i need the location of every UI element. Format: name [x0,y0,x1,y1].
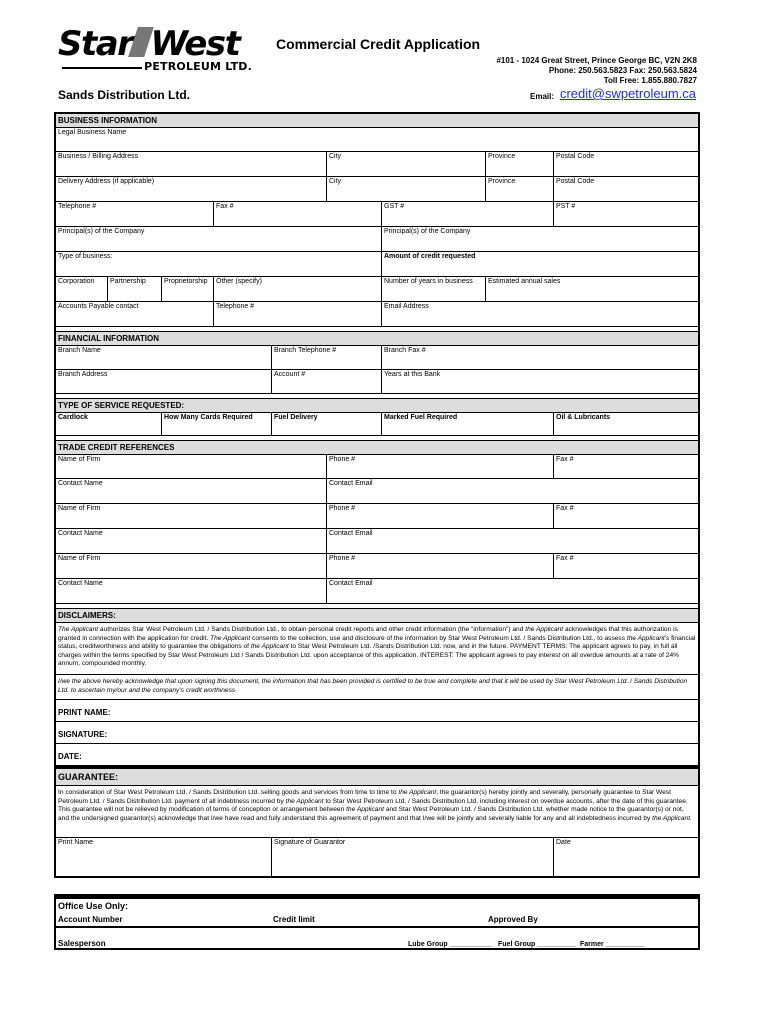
account-number-field[interactable]: Account # [272,370,382,393]
section-disclaimers-title: DISCLAIMERS: [56,609,698,623]
row-trade-firm-1 [56,455,698,479]
trade-firm-1-field[interactable]: Name of Firm [56,455,327,478]
row-principals [56,227,698,252]
ap-telephone-field[interactable]: Telephone # [214,302,382,326]
trade-email-3-field[interactable]: Contact Email [329,580,373,587]
row-trade-contact-1 [56,479,698,504]
farmer-field[interactable]: Farmer __________ [580,941,645,948]
row-delivery-address [56,177,698,202]
print-name-field[interactable]: PRINT NAME: [56,700,698,722]
fax-field[interactable]: Fax # [214,202,382,226]
marked-fuel-option[interactable]: Marked Fuel Required [382,413,554,435]
address-line-1: #101 - 1024 Great Street, Prince George BC, V2N 2K8 [496,56,697,65]
salesperson-field[interactable]: Salesperson [58,939,106,948]
branch-name-field[interactable]: Branch Name [56,346,272,369]
row-trade-firm-2 [56,504,698,529]
section-business-title: BUSINESS INFORMATION [56,114,698,128]
ap-email-field[interactable]: Email Address [384,303,429,310]
row-branch [56,346,698,370]
principals-field-1[interactable]: Principal(s) of the Company [56,227,382,251]
row-telephone [56,202,698,227]
oil-lubricants-option[interactable]: Oil & Lubricants [556,414,611,421]
row-service [56,413,698,436]
delivery-province-field[interactable]: Province [486,177,554,201]
trade-phone-3-field[interactable]: Phone # [327,554,554,578]
trade-fax-1-field[interactable]: Fax # [556,456,574,463]
trade-phone-1-field[interactable]: Phone # [327,455,554,478]
row-trade-firm-3 [56,554,698,579]
date-field[interactable]: DATE: [56,744,698,766]
account-number-office-field[interactable]: Account Number [58,915,123,924]
disclaimer-text: The Applicant authorizes Star West Petroleum Ltd. / Sands Distribution Ltd., to obtain personal credit reports and other credit information (the "information") and the Applicant acknowledges that this authorization is granted in connection with the application for credit. The Applicant consents to the collection, use and disclosure of the information by Star West Petroleum Ltd. / Sands Distribution Ltd., to assess the Applicant's financial status, creditworthiness and ability to guarantee the obligations of the Applicant to Star West Petroleum Ltd. /Sands Distribution Ltd. now, and in the future. PAYMENT TERMS: The applicant agrees to pay, in full all charges within the terms specified by Star West Petroleum Ltd / Sands Distribution Ltd. upon acceptance of this application. INTEREST: The applicant agrees to pay interest on all overdue amounts at a rate of 24% annum, compounded monthly. [56,623,698,675]
section-guarantee-title: GUARANTEE: [56,766,698,786]
principals-field-2[interactable]: Principal(s) of the Company [384,228,471,235]
legal-business-name-field[interactable]: Legal Business Name [58,129,127,136]
delivery-city-field[interactable]: City [327,177,486,201]
billing-province-field[interactable]: Province [486,152,554,176]
credit-limit-field[interactable]: Credit limit [273,915,315,924]
email-label: Email: [530,92,555,101]
company-name: Sands Distribution Ltd. [58,88,190,102]
row-ap-contact [56,302,698,327]
address-line-3: Toll Free: 1.855.880.7827 [603,76,697,85]
branch-fax-field[interactable]: Branch Fax # [384,347,426,354]
pst-field[interactable]: PST # [556,203,576,210]
branch-address-field[interactable]: Branch Address [56,370,272,393]
trade-fax-3-field[interactable]: Fax # [556,555,574,562]
delivery-postal-field[interactable]: Postal Code [556,178,595,185]
row-guarantor [56,838,698,876]
gst-field[interactable]: GST # [382,202,554,226]
section-service-title: TYPE OF SERVICE REQUESTED: [56,399,698,413]
guarantor-signature-field[interactable]: Signature of Guarantor [272,838,554,876]
section-trade-title: TRADE CREDIT REFERENCES [56,441,698,455]
page-title: Commercial Credit Application [276,36,481,52]
cards-required-field[interactable]: How Many Cards Required [162,413,272,435]
years-in-business-field[interactable]: Number of years in business [382,277,486,301]
logo-wordmark: Star West [58,24,240,64]
office-use-box [54,894,700,950]
ap-contact-field[interactable]: Accounts Payable contact [56,302,214,326]
trade-contact-1-field[interactable]: Contact Name [56,479,327,503]
email-link[interactable]: credit@swpetroleum.ca [559,86,696,101]
cardlock-option[interactable]: Cardlock [56,413,162,435]
guarantor-date-field[interactable]: Date [556,839,571,846]
partnership-option[interactable]: Partnership [108,277,162,301]
lube-group-field[interactable]: Lube Group ___________ [408,941,493,948]
trade-contact-2-field[interactable]: Contact Name [56,529,327,553]
trade-firm-3-field[interactable]: Name of Firm [56,554,327,578]
type-of-business-field[interactable]: Type of business: [56,252,382,276]
credit-requested-field[interactable]: Amount of credit requested [384,253,476,260]
trade-phone-2-field[interactable]: Phone # [327,504,554,528]
trade-contact-3-field[interactable]: Contact Name [56,579,327,603]
approved-by-field[interactable]: Approved By [488,915,538,924]
address-line-2: Phone: 250.563.5823 Fax: 250.563.5824 [548,66,697,75]
row-business-structure [56,277,698,302]
office-use-title: Office Use Only: [58,901,129,911]
trade-email-1-field[interactable]: Contact Email [329,480,373,487]
trade-fax-2-field[interactable]: Fax # [556,505,574,512]
row-trade-contact-2 [56,529,698,554]
row-trade-contact-3 [56,579,698,604]
row-branch-address [56,370,698,394]
billing-city-field[interactable]: City [327,152,486,176]
billing-address-field[interactable]: Business / Billing Address [56,152,327,176]
trade-email-2-field[interactable]: Contact Email [329,530,373,537]
logo-rule [62,67,142,69]
delivery-address-field[interactable]: Delivery Address (if applicable) [56,177,327,201]
fuel-group-field[interactable]: Fuel Group __________ [498,941,577,948]
company-address [496,56,697,86]
billing-postal-field[interactable]: Postal Code [556,153,595,160]
row-legal-name [56,128,698,152]
logo-subtitle: PETROLEUM LTD. [144,60,252,73]
row-type-business [56,252,698,277]
credit-application-form [54,112,700,878]
guarantee-text: In consideration of Star West Petroleum Ltd. / Sands Distribution Ltd. selling goods and services from time to time to the Applicant, the guarantor(s) hereby jointly and severally, personally guarantee to Star West Petroleum Ltd. / Sands Distribution Ltd. payment of all indebtness incurred by the Applicant to Star West Petroleum Ltd. / Sands Distribution Ltd. including interest on overdue accounts, after the date of this guarantee. This guarantee will not be relieved by modification of terms of conception or arrangement between the Applicant and Star West Petroleum Ltd. / Sands Distribution Ltd. whether made notice to the guarantor(s) or not, and the undersigned guarantor(s) acknowledge that I/we have read and fully understand this agreement of payment and that I/we will be jointly and severally liable for any and all indebtedness incurred by the Applicant. [56,786,698,838]
proprietorship-option[interactable]: Proprietorship [162,277,214,301]
other-option[interactable]: Other (specify) [214,277,382,301]
fuel-delivery-option[interactable]: Fuel Delivery [272,413,382,435]
signature-field[interactable]: SIGNATURE: [56,722,698,744]
guarantor-print-name-field[interactable]: Print Name [56,838,272,876]
company-logo [58,26,258,74]
row-billing-address [56,152,698,177]
corporation-option[interactable]: Corporation [56,277,108,301]
years-at-bank-field[interactable]: Years at this Bank [384,371,441,378]
acknowledgement-text: I/we the above hereby acknowledge that upon signing this document, the information that has been provided is certified to be true and complete and that it will be used by Star West Petroleum Ltd. / Sands Distribution Ltd. to ascertain my/our and the company's credit worthiness [56,675,698,700]
trade-firm-2-field[interactable]: Name of Firm [56,504,327,528]
section-financial-title: FINANCIAL INFORMATION [56,332,698,346]
annual-sales-field[interactable]: Estimated annual sales [488,278,561,285]
branch-telephone-field[interactable]: Branch Telephone # [272,346,382,369]
office-divider [56,926,698,928]
telephone-field[interactable]: Telephone # [56,202,214,226]
